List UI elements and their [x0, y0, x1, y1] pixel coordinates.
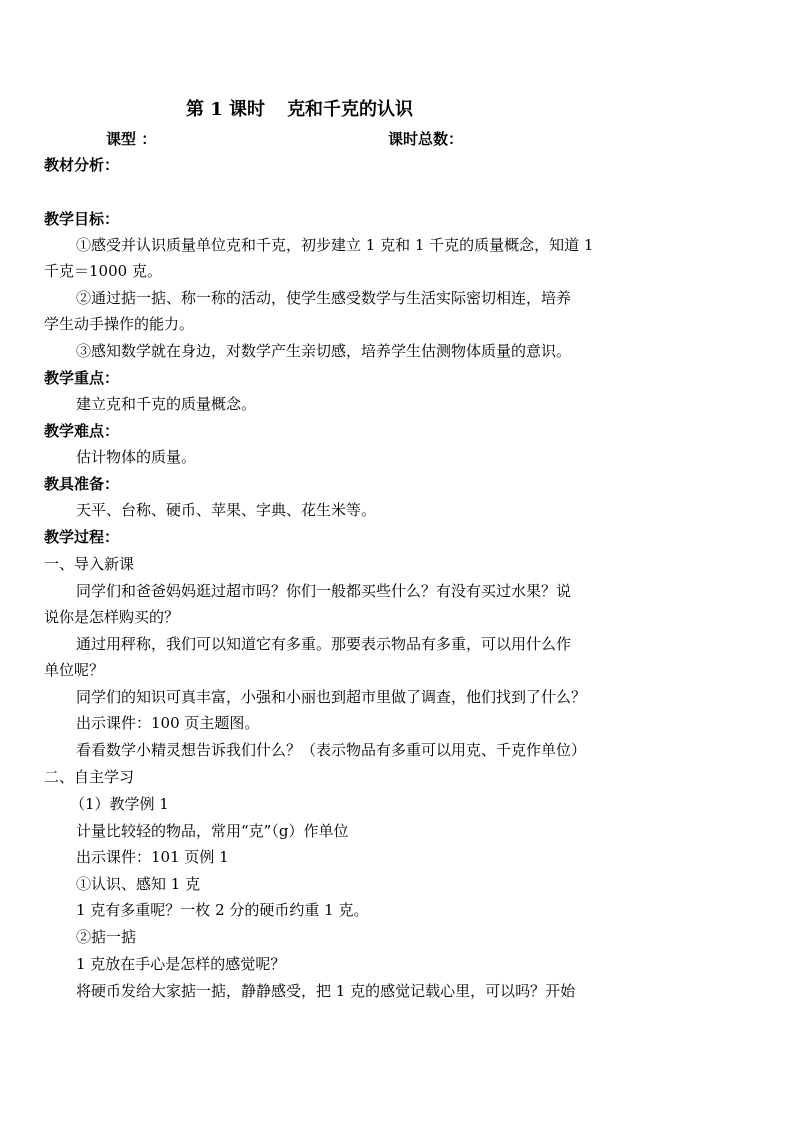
intro-para-3: 同学们的知识可真丰富，小强和小丽也到超市里做了调查，他们找到了什么？ — [76, 688, 587, 706]
intro-para-1-line-2: 说你是怎样购买的？ — [44, 608, 180, 626]
intro-para-2-line-2: 单位呢？ — [44, 661, 105, 679]
section-goals: 教学目标： — [44, 210, 120, 228]
intro-para-2-line-1: 通过用秤称，我们可以知道它有多重。那要表示物品有多重，可以用什么作 — [76, 635, 572, 653]
lesson-type-label: 课型 ： — [106, 130, 157, 148]
section-analysis: 教材分析： — [44, 156, 120, 174]
intro-para-4: 出示课件：100 页主题图。 — [76, 714, 260, 732]
goal-3: ③感知数学就在身边，对数学产生亲切感，培养学生估测物体质量的意识。 — [76, 342, 572, 360]
study-line-5: ②掂一掂 — [76, 928, 137, 946]
tools-text: 天平、台称、硬币、苹果、字典、花生米等。 — [76, 501, 377, 519]
study-line-4: 1 克有多重呢？一枚 2 分的硬币约重 1 克。 — [76, 901, 369, 919]
goal-1-line-2: 千克＝1000 克。 — [44, 262, 162, 280]
difficulty-text: 估计物体的质量。 — [76, 448, 197, 466]
intro-para-1-line-1: 同学们和爸爸妈妈逛过超市吗？你们一般都买些什么？有没有买过水果？说 — [76, 582, 572, 600]
goal-2-line-1: ②通过掂一掂、称一称的活动，使学生感受数学与生活实际密切相连，培养 — [76, 289, 572, 307]
goal-2-line-2: 学生动手操作的能力。 — [44, 315, 195, 333]
study-line-2: 出示课件：101 页例 1 — [76, 848, 229, 866]
lesson-number: 第 1 课时 — [186, 99, 266, 120]
study-line-6: 1 克放在手心是怎样的感觉呢？ — [76, 955, 286, 973]
section-tools: 教具准备： — [44, 475, 120, 493]
study-line-7: 将硬币发给大家掂一掂，静静感受，把 1 克的感觉记载心里，可以吗？开始 — [76, 982, 576, 1000]
study-line-3: ①认识、感知 1 克 — [76, 875, 201, 893]
page-title — [186, 96, 413, 124]
part-2-heading: 二、自主学习 — [44, 768, 135, 786]
intro-para-5: 看看数学小精灵想告诉我们什么？（表示物品有多重可以用克、千克作单位） — [76, 741, 587, 759]
section-difficulty: 教学难点： — [44, 422, 120, 440]
goal-1-line-1: ①感受并认识质量单位克和千克，初步建立 1 克和 1 千克的质量概念，知道 1 — [76, 236, 594, 254]
example-1-heading: （1）教学例 1 — [70, 795, 169, 813]
section-process: 教学过程： — [44, 528, 120, 546]
study-line-1: 计量比较轻的物品，常用“克”（g）作单位 — [76, 822, 349, 840]
part-1-heading: 一、导入新课 — [44, 555, 135, 573]
section-key-point: 教学重点： — [44, 369, 120, 387]
lesson-total-label: 课时总数： — [388, 130, 464, 148]
key-point-text: 建立克和千克的质量概念。 — [76, 395, 257, 413]
lesson-topic: 克和千克的认识 — [287, 99, 414, 120]
